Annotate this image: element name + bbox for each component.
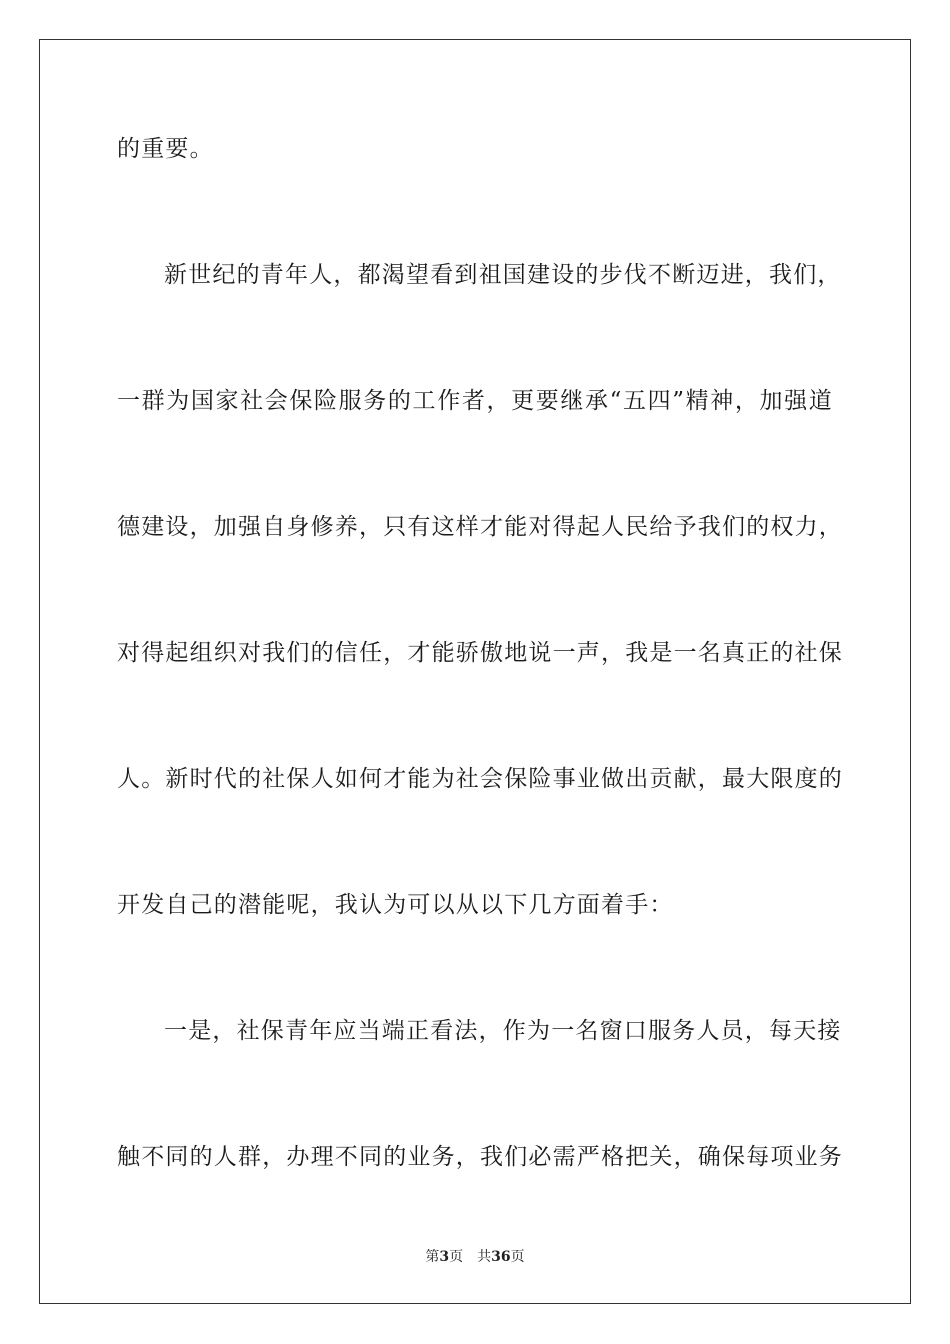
text-line: 一群为国家社会保险服务的工作者，更要继承“五四”精神，加强道 [117,388,833,414]
total-suffix: 页 [510,1249,525,1265]
text-line: 对得起组织对我们的信任，才能骄傲地说一声，我是一名真正的社保 [117,640,843,666]
page-footer [0,1247,950,1267]
page-suffix: 页 [449,1249,464,1265]
text-line: 的重要。 [117,136,214,162]
text-line: 一是，社保青年应当端正看法，作为一名窗口服务人员，每天接 [164,1018,842,1044]
total-prefix: 共 [477,1249,492,1265]
page-prefix: 第 [425,1249,440,1265]
text-line: 人。新时代的社保人如何才能为社会保险事业做出贡献，最大限度的 [117,766,843,792]
total-pages: 36 [491,1249,511,1265]
document-body [117,127,843,1261]
text-line: 开发自己的潜能呢，我认为可以从以下几方面着手： [117,892,674,918]
text-line: 德建设，加强自身修养，只有这样才能对得起人民给予我们的权力， [117,514,843,540]
page-number: 3 [439,1249,450,1265]
text-line: 触不同的人群，办理不同的业务，我们必需严格把关，确保每项业务 [117,1144,843,1170]
text-line: 新世纪的青年人，都渴望看到祖国建设的步伐不断迈进，我们， [164,262,842,288]
